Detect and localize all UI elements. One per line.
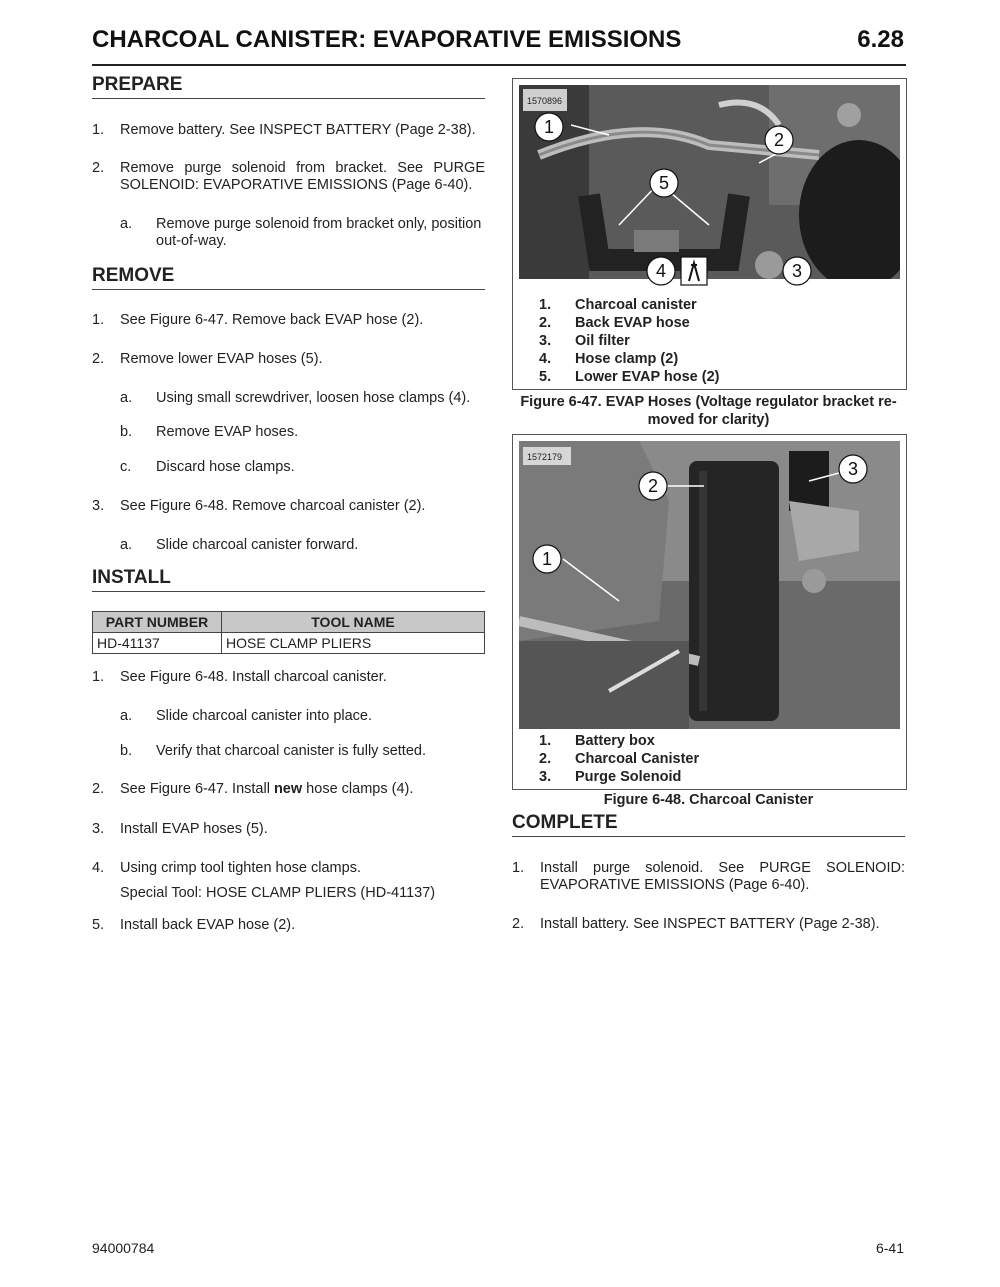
figure-6-47-caption bbox=[512, 393, 905, 429]
step-number: 5. bbox=[92, 917, 105, 933]
step-number: 2. bbox=[92, 351, 105, 367]
figure-6-47: 1570896 1 2 5 4 3 1. Charcoal canister 2. Back EVAP hose 3. Oil filter 4. Hose clamp (2) 5. Lower EVAP hose (2) bbox=[512, 78, 907, 390]
table-cell-tool-name: HOSE CLAMP PLIERS bbox=[222, 633, 485, 654]
caption-line: moved for clarity) bbox=[647, 412, 770, 428]
callout-3 bbox=[839, 455, 867, 483]
charcoal-canister-photo bbox=[519, 441, 900, 729]
step-number: 3. bbox=[92, 821, 105, 837]
svg-text:1: 1 bbox=[543, 117, 555, 137]
image-id-label: 1572179 bbox=[527, 452, 563, 462]
step-number: 1. bbox=[512, 860, 525, 876]
step-number: 1. bbox=[92, 312, 105, 328]
svg-text:2: 2 bbox=[647, 476, 659, 496]
step-text: Install back EVAP hose (2). bbox=[120, 917, 296, 933]
callout-1 bbox=[533, 545, 561, 573]
step-text: Install EVAP hoses (5). bbox=[120, 821, 268, 837]
substep-letter: c. bbox=[120, 459, 132, 475]
svg-text:1: 1 bbox=[541, 549, 553, 569]
step-text: Install purge solenoid. See PURGE SOLENOID: EVAPORATIVE EMISSIONS (Page 6-40). bbox=[540, 860, 905, 893]
step-number: 2. bbox=[92, 160, 105, 176]
install-heading: INSTALL bbox=[92, 567, 485, 592]
callout-3 bbox=[783, 257, 811, 285]
table-header-cell: PART NUMBER bbox=[93, 612, 222, 633]
special-tool-text: Special Tool: HOSE CLAMP PLIERS (HD-41137) bbox=[120, 885, 436, 901]
emphasis-new: new bbox=[273, 781, 303, 797]
step-text: Remove lower EVAP hoses (5). bbox=[120, 351, 323, 367]
caption-line: Figure 6-47. EVAP Hoses (Voltage regulator bracket re- bbox=[520, 394, 897, 410]
step-number: 2. bbox=[512, 916, 525, 932]
substep-text: Slide charcoal canister into place. bbox=[156, 708, 373, 724]
substep-letter: b. bbox=[120, 424, 133, 440]
figure-6-48: 1572179 1 2 3 1. Battery box 2. Charcoal Canister 3. Purge Solenoid bbox=[512, 434, 907, 790]
page-number: 6-41 bbox=[875, 1240, 904, 1256]
table-header-cell: TOOL NAME bbox=[222, 612, 485, 633]
step-number: 4. bbox=[92, 860, 105, 876]
svg-text:4: 4 bbox=[655, 261, 667, 281]
substep-text: Verify that charcoal canister is fully setted. bbox=[156, 743, 426, 759]
substep-text: Remove purge solenoid from bracket only, position out-of-way. bbox=[156, 216, 482, 249]
substep-letter: a. bbox=[120, 216, 133, 232]
prepare-heading: PREPARE bbox=[92, 74, 485, 99]
step-number: 2. bbox=[92, 781, 105, 797]
substep-text: Using small screwdriver, loosen hose clamps (4). bbox=[156, 390, 471, 406]
figure-6-48-caption: Figure 6-48. Charcoal Canister bbox=[603, 792, 814, 808]
substep-letter: a. bbox=[120, 390, 133, 406]
remove-heading: REMOVE bbox=[92, 265, 485, 290]
step-text: See Figure 6-48. Install charcoal canister. bbox=[120, 669, 387, 685]
substep-letter: b. bbox=[120, 743, 133, 759]
section-number: 6.28 bbox=[857, 26, 904, 53]
step-number: 1. bbox=[92, 669, 105, 685]
callout-2 bbox=[639, 472, 667, 500]
document-number: 94000784 bbox=[92, 1240, 155, 1256]
callout-4 bbox=[647, 257, 675, 285]
substep-text: Remove EVAP hoses. bbox=[156, 424, 299, 440]
step-text: Using crimp tool tighten hose clamps. bbox=[120, 860, 361, 876]
evap-hoses-photo bbox=[519, 85, 900, 279]
step-number: 1. bbox=[92, 122, 105, 138]
hose-clamp-pliers-icon bbox=[681, 257, 707, 285]
step-text: See Figure 6-47. Remove back EVAP hose (2). bbox=[120, 312, 424, 328]
table-cell-part-number: HD-41137 bbox=[93, 633, 222, 654]
image-id-label: 1570896 bbox=[527, 96, 563, 106]
substep-text: Discard hose clamps. bbox=[156, 459, 295, 475]
callout-strip bbox=[641, 251, 901, 289]
special-tools-table bbox=[92, 611, 485, 654]
step-text: Install battery. See INSPECT BATTERY (Page 2-38). bbox=[540, 916, 880, 932]
step-number: 3. bbox=[92, 498, 105, 514]
step-text: See Figure 6-48. Remove charcoal canister (2). bbox=[120, 498, 426, 514]
step-text: Remove purge solenoid from bracket. See PURGE SOLENOID: EVAPORATIVE EMISSIONS (Page 6-40). bbox=[120, 160, 485, 193]
substep-letter: a. bbox=[120, 537, 133, 553]
svg-text:3: 3 bbox=[847, 459, 859, 479]
header-divider bbox=[92, 64, 906, 66]
page-title: CHARCOAL CANISTER: EVAPORATIVE EMISSIONS bbox=[92, 26, 682, 53]
svg-text:5: 5 bbox=[658, 173, 670, 193]
callout-5 bbox=[650, 169, 678, 197]
complete-heading: COMPLETE bbox=[512, 812, 905, 837]
table-header-row bbox=[93, 612, 485, 633]
step-text-part: hose clamps (4). bbox=[302, 781, 414, 797]
step-text bbox=[120, 781, 485, 798]
table-row bbox=[93, 633, 485, 654]
substep-letter: a. bbox=[120, 708, 133, 724]
callout-2 bbox=[765, 126, 793, 154]
svg-text:3: 3 bbox=[791, 261, 803, 281]
svg-text:2: 2 bbox=[773, 130, 785, 150]
step-text-part: See Figure 6-47. Install bbox=[120, 781, 274, 797]
step-text: Remove battery. See INSPECT BATTERY (Page 2-38). bbox=[120, 122, 476, 138]
substep-text: Slide charcoal canister forward. bbox=[156, 537, 359, 553]
callout-1 bbox=[535, 113, 563, 141]
